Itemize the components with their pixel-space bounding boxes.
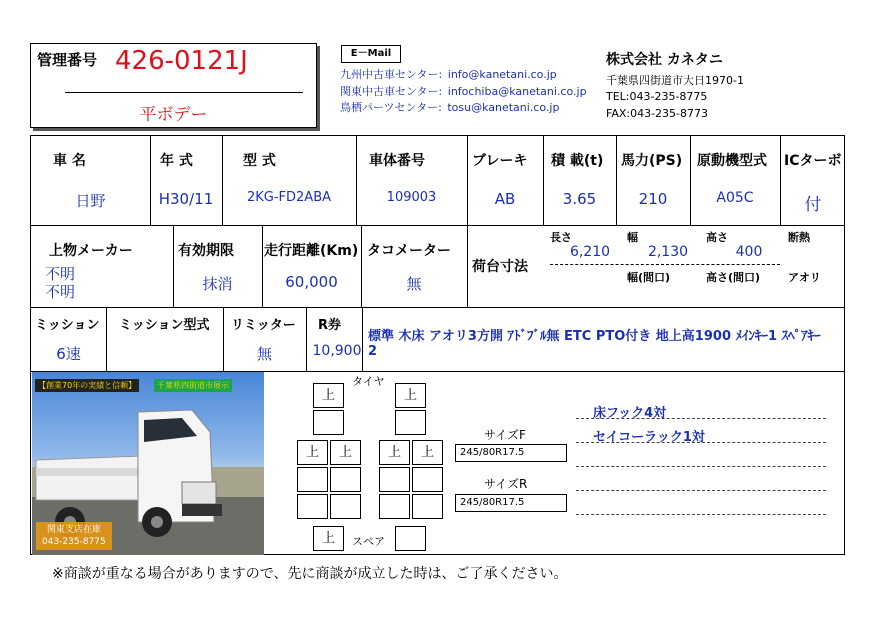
size-r-label: サイズR <box>484 477 528 491</box>
tire-slot <box>379 494 410 519</box>
header-load: 積 載(t) <box>551 153 604 169</box>
spec-sheet <box>30 135 845 555</box>
col-divider <box>262 225 263 307</box>
size-r-value: 245/80R17.5 <box>455 494 567 512</box>
photo-phone: 043-235-8775 <box>42 537 106 547</box>
center-tosu <box>340 99 559 115</box>
equipment-text: 標準 木床 アオリ3方開 ｱﾄﾞﾌﾞﾙ無 ETC PTO付き 地上高1900 ﾒｲﾝｷｰ1 ｽﾍﾟｱｷｰ2 <box>368 329 821 359</box>
cargo-dims-label: 荷台寸法 <box>472 259 528 275</box>
col-divider <box>690 136 691 225</box>
note-rule <box>576 490 826 491</box>
dim-label-opening-height: 高さ(間口) <box>706 271 761 284</box>
note-rule <box>576 418 826 419</box>
header-mission-type: ミッション型式 <box>119 318 210 333</box>
col-divider <box>362 307 363 371</box>
value-load: 3.65 <box>562 190 597 208</box>
dim-label-opening-width: 幅(間口) <box>627 271 671 284</box>
body-type: 平ボデー <box>139 105 208 125</box>
header-engine: 原動機型式 <box>697 153 767 169</box>
truck-photo <box>32 372 264 555</box>
dim-value-height: 400 <box>735 244 763 260</box>
value-limiter: 無 <box>256 345 272 363</box>
header-mission: ミッション <box>35 318 100 333</box>
dim-label-tailgate: アオリ <box>788 271 821 284</box>
tire-slot <box>297 494 328 519</box>
value-model: 2KG-FD2ABA <box>246 190 332 205</box>
value-body-maker: 不明 <box>45 283 76 301</box>
col-divider <box>543 136 544 225</box>
header-ic-turbo: ICターボ <box>784 153 842 169</box>
value-mission: 6速 <box>56 345 81 363</box>
header-body-maker: 上物メーカー <box>49 243 133 259</box>
center-kanto <box>340 83 587 99</box>
management-box <box>30 43 317 128</box>
footer-disclaimer: ※商談が重なる場合がありますので、先に商談が成立した時は、ご了承ください。 <box>52 566 568 582</box>
header-year: 年 式 <box>160 153 193 169</box>
tire-slot <box>412 494 443 519</box>
center-name: 関東中古車センター: <box>340 85 443 98</box>
header-car-name: 車 名 <box>53 153 86 169</box>
tire-spare: 上 <box>313 526 344 551</box>
tire-front-right: 上 <box>395 383 426 408</box>
value-chassis: 109003 <box>386 190 437 205</box>
size-f-label: サイズF <box>484 428 526 442</box>
col-divider <box>361 225 362 307</box>
spare-label: スペア <box>352 535 385 548</box>
row-divider <box>31 225 844 226</box>
center-name: 九州中古車センター: <box>340 68 443 81</box>
note-rule <box>576 442 826 443</box>
dim-label-insulation: 断熱 <box>788 231 810 244</box>
dim-value-width: 2,130 <box>647 244 689 260</box>
col-divider <box>467 136 468 225</box>
note-floor-hooks: 床フック4対 <box>593 406 667 421</box>
col-divider <box>222 136 223 225</box>
header-expiry: 有効期限 <box>178 243 234 259</box>
value-power: 210 <box>638 190 668 208</box>
value-expiry: 抹消 <box>202 275 233 293</box>
dim-divider <box>550 264 780 265</box>
value-mileage: 60,000 <box>285 273 338 291</box>
photo-banner: 【創業70年の実績と信頼】 <box>35 379 139 392</box>
tire-slot <box>330 494 361 519</box>
company-name: 株式会社 カネタニ <box>606 52 723 68</box>
size-f-value: 245/80R17.5 <box>455 444 567 462</box>
dim-value-length: 6,210 <box>569 244 611 260</box>
photo-location: 千葉県四街道市展示 <box>154 379 232 392</box>
header-brake: ブレーキ <box>472 153 528 169</box>
header-r-ticket: R券 <box>318 318 342 333</box>
header-limiter: リミッター <box>231 318 296 333</box>
col-divider <box>616 136 617 225</box>
company-tel: TEL:043-235-8775 <box>606 90 708 103</box>
value-ic-turbo: 付 <box>804 195 822 215</box>
col-divider <box>306 307 307 371</box>
tire-slot <box>412 467 443 492</box>
tire-slot <box>395 526 426 551</box>
center-email[interactable]: infochiba@kanetani.co.jp <box>447 85 587 98</box>
dim-label-width: 幅 <box>627 231 638 244</box>
value-year: H30/11 <box>158 190 214 208</box>
center-kyushu <box>340 66 557 82</box>
center-name: 鳥栖パーツセンター: <box>340 101 442 114</box>
note-rule <box>576 514 826 515</box>
tire-slot <box>297 467 328 492</box>
value-brake: AB <box>494 190 516 208</box>
tire-rear-left-inner: 上 <box>330 440 361 465</box>
value-body-maker: 不明 <box>45 265 76 283</box>
header-mileage: 走行距離(Km) <box>264 243 359 259</box>
col-divider <box>173 225 174 307</box>
company-fax: FAX:043-235-8773 <box>606 107 709 120</box>
value-car-name: 日野 <box>75 192 106 210</box>
divider <box>65 92 303 93</box>
col-divider <box>467 225 468 307</box>
col-divider <box>106 307 107 371</box>
email-tag: E－Mail <box>341 45 401 63</box>
header-model: 型 式 <box>243 153 276 169</box>
header-power: 馬力(PS) <box>621 153 683 169</box>
tire-slot <box>395 410 426 435</box>
tire-rear-right-inner: 上 <box>379 440 410 465</box>
mgmt-label: 管理番号 <box>37 51 98 69</box>
photo-store: 関東支店在庫 <box>46 525 101 535</box>
tire-rear-right-outer: 上 <box>412 440 443 465</box>
tire-rear-left-outer: 上 <box>297 440 328 465</box>
header-chassis: 車体番号 <box>369 153 425 169</box>
row-divider <box>31 307 844 308</box>
dim-label-length: 長さ <box>550 231 572 244</box>
dim-label-height: 高さ <box>706 231 728 244</box>
photo-store-badge <box>36 522 112 550</box>
tire-slot <box>313 410 344 435</box>
tire-title: タイヤ <box>352 375 385 388</box>
tire-slot <box>379 467 410 492</box>
tire-front-left: 上 <box>313 383 344 408</box>
col-divider <box>150 136 151 225</box>
center-email[interactable]: info@kanetani.co.jp <box>447 68 557 81</box>
tire-slot <box>330 467 361 492</box>
col-divider <box>356 136 357 225</box>
note-rule <box>576 466 826 467</box>
company-address: 千葉県四街道市大日1970-1 <box>606 74 744 87</box>
center-email[interactable]: tosu@kanetani.co.jp <box>447 101 560 114</box>
header-tachometer: タコメーター <box>367 243 451 259</box>
value-engine: A05C <box>716 190 754 206</box>
note-rack: セイコーラック1対 <box>593 430 705 445</box>
value-tachometer: 無 <box>406 275 422 293</box>
mgmt-number: 426-0121J <box>115 46 248 76</box>
value-r-ticket: 10,900 <box>312 343 362 359</box>
